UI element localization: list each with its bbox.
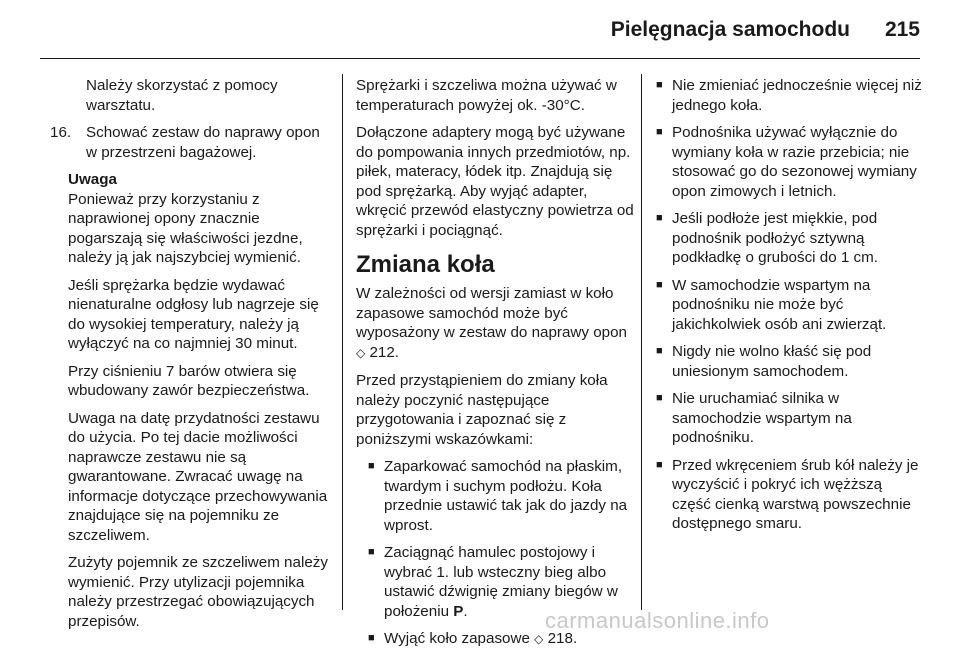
note-block (50, 170, 330, 631)
list-item-text: Zaparkować samochód na płaskim, twardym i suchym podłożu. Koła przednie ustawić tak jak do jazdy na wprost. (384, 458, 628, 534)
bullet-icon: ■ (656, 126, 663, 138)
page-number: 215 (884, 18, 920, 41)
column-2 (356, 76, 636, 658)
list-item (656, 123, 924, 201)
step-continuation: Należy skorzystać z pomocy warsztatu. (86, 77, 278, 114)
list-item (656, 389, 924, 448)
column-divider-1 (342, 74, 343, 610)
page-header (0, 0, 960, 60)
bullet-icon: ■ (368, 632, 375, 644)
list-item-text-part: Zaciągnąć hamulec postojowy i wybrać 1. lub wsteczny bieg albo ustawić dźwignię zmiany biegów w położeniu (384, 544, 618, 620)
page-ref-icon: ◇ (534, 632, 544, 646)
list-item-text: Przed wkręceniem śrub kół należy je wyczyścić i pokryć ich wężższą część cienką warstwą powszechnie dostępnego smaru. (672, 456, 919, 532)
bullet-icon: ■ (656, 278, 663, 291)
column-divider-2 (641, 74, 642, 610)
gear-position: P (453, 602, 464, 620)
header-rule (40, 58, 920, 59)
paragraph-with-ref (356, 284, 636, 363)
note-title: Uwaga (68, 171, 117, 188)
note-paragraph: Uwaga na datę przydatności zestawu do użycia. Po tej dacie możliwości naprawcze zestawu nie są gwarantowane. Zwracać uwagę na informacje dotyczące przechowywania znajdujące się na pojemniku ze szczeliwem. (68, 409, 328, 544)
bullet-icon: ■ (368, 460, 375, 472)
page-ref-link[interactable]: 218. (547, 630, 578, 647)
page-ref-icon: ◇ (356, 345, 366, 360)
step-16 (50, 123, 330, 162)
bullet-icon: ■ (656, 458, 663, 471)
bullet-icon: ■ (656, 212, 663, 224)
list-item-text: W samochodzie wspartym na podnośniku nie może być jakichkolwiek osób ani zwierząt. (672, 276, 887, 333)
bullet-icon: ■ (656, 79, 663, 91)
paragraph-text: W zależności od wersji zamiast w koło zapasowe samochód może być wyposażony w zestaw do naprawy opon (356, 285, 627, 341)
list-item-text-part: Wyjąć koło zapasowe (384, 630, 530, 647)
page-ref-link[interactable]: 212. (369, 343, 400, 361)
section-heading: Zmiana koła (356, 251, 495, 278)
bullet-icon: ■ (656, 345, 663, 357)
step-text: Schować zestaw do naprawy opon w przestrzeni bagażowej. (86, 124, 320, 161)
list-item (656, 76, 924, 115)
list-item-text: Jeśli podłoże jest miękkie, pod podnośnik podłożyć sztywną podkładkę o grubości do 1 cm. (672, 210, 878, 266)
page-title: Pielęgnacja samochodu (610, 18, 850, 41)
note-paragraph: Zużyty pojemnik ze szczeliwem należy wymienić. Przy utylizacji pojemnika należy przestrzegać obowiązujących przepisów. (68, 554, 328, 630)
step-number: 16. (50, 124, 72, 141)
list-item-text: Podnośnika używać wyłącznie do wymiany koła w razie przebicia; nie stosować go do sezonowej wymiany opon zimowych i letnich. (672, 124, 917, 200)
paragraph: Sprężarki i szczeliwa można używać w temperaturach powyżej ok. -30°C. (356, 77, 617, 114)
list-item-text: Nigdy nie wolno kłaść się pod uniesionym samochodem. (672, 343, 872, 380)
list-item (656, 276, 924, 335)
bullet-list (656, 76, 924, 534)
note-paragraph: Jeśli sprężarka będzie wydawać nienaturalne odgłosy lub nagrzeje się do wysokiej temperatury, należy ją wyłączyć na co najmniej 30 minut. (68, 276, 319, 352)
list-item-text-end: . (463, 602, 468, 620)
list-item (656, 209, 924, 268)
list-item-text: Nie uruchamiać silnika w samochodzie wspartym na podnośniku. (672, 390, 852, 446)
column-3 (656, 76, 924, 542)
paragraph: Dołączone adaptery mogą być używane do pompowania innych przedmiotów, np. piłek, materacy, łódek itp. Znajdują się pod sprężarką. Aby wyjąć adapter, wkręcić przewód elastyczny powietrza od sprężarki i pociągnąć. (356, 124, 634, 239)
column-1 (50, 76, 330, 639)
paragraph: Przed przystąpieniem do zmiany koła należy poczynić następujące przygotowania i zapoznać się z poniższymi wskazówkami: (356, 372, 608, 448)
list-item (656, 456, 924, 534)
list-item (368, 457, 636, 535)
list-item (656, 342, 924, 381)
bullet-icon: ■ (656, 392, 663, 404)
list-item-text: Nie zmieniać jednocześnie więcej niż jednego koła. (672, 77, 922, 114)
note-paragraph: Ponieważ przy korzystaniu z naprawionej opony znacznie pogarszają się właściwości jezdne, należy ją jak najszybciej wymienić. (68, 190, 303, 266)
watermark: carmanualsonline.info (545, 608, 770, 633)
bullet-icon: ■ (368, 546, 375, 558)
note-paragraph: Przy ciśnieniu 7 barów otwiera się wbudowany zawór bezpieczeństwa. (68, 362, 310, 399)
